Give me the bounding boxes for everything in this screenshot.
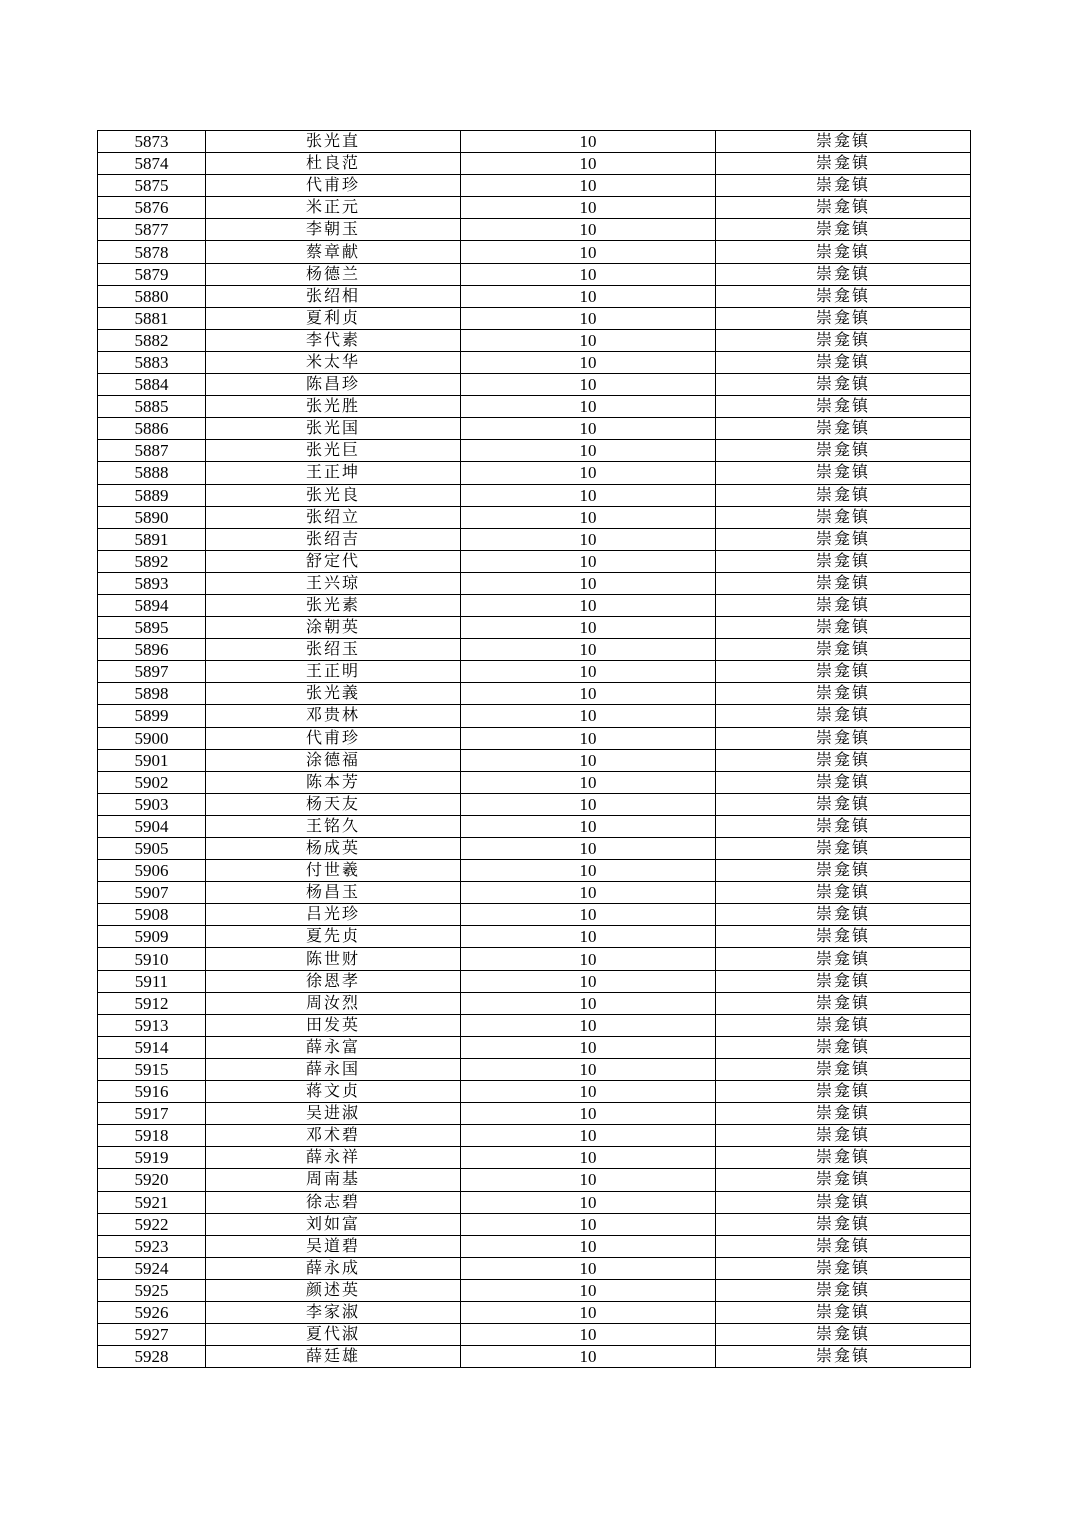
amount-cell: 10 [461,484,716,506]
town-cell: 崇龛镇 [716,815,971,837]
name-cell: 张光胜 [206,396,461,418]
town-cell: 崇龛镇 [716,329,971,351]
name-cell: 杨成英 [206,838,461,860]
town-cell: 崇龛镇 [716,838,971,860]
row-number-cell: 5899 [98,705,206,727]
table-row [98,197,971,219]
town-cell: 崇龛镇 [716,904,971,926]
town-cell: 崇龛镇 [716,307,971,329]
row-number-cell: 5915 [98,1058,206,1080]
row-number-cell: 5919 [98,1147,206,1169]
row-number-cell: 5878 [98,241,206,263]
town-cell: 崇龛镇 [716,860,971,882]
town-cell: 崇龛镇 [716,263,971,285]
row-number-cell: 5925 [98,1279,206,1301]
name-cell: 王铭久 [206,815,461,837]
name-cell: 邓贵林 [206,705,461,727]
name-cell: 刘如富 [206,1213,461,1235]
row-number-cell: 5894 [98,594,206,616]
town-cell: 崇龛镇 [716,351,971,373]
amount-cell: 10 [461,572,716,594]
row-number-cell: 5885 [98,396,206,418]
table-row [98,1058,971,1080]
row-number-cell: 5908 [98,904,206,926]
table-row [98,440,971,462]
row-number-cell: 5911 [98,970,206,992]
amount-cell: 10 [461,1301,716,1323]
amount-cell: 10 [461,1346,716,1368]
row-number-cell: 5880 [98,285,206,307]
town-cell: 崇龛镇 [716,374,971,396]
amount-cell: 10 [461,948,716,970]
name-cell: 夏先贞 [206,926,461,948]
amount-cell: 10 [461,793,716,815]
amount-cell: 10 [461,506,716,528]
name-cell: 代甫珍 [206,727,461,749]
row-number-cell: 5906 [98,860,206,882]
name-cell: 舒定代 [206,550,461,572]
amount-cell: 10 [461,661,716,683]
row-number-cell: 5917 [98,1103,206,1125]
name-cell: 张绍玉 [206,639,461,661]
amount-cell: 10 [461,1036,716,1058]
table-row [98,131,971,153]
town-cell: 崇龛镇 [716,131,971,153]
town-cell: 崇龛镇 [716,1257,971,1279]
amount-cell: 10 [461,594,716,616]
town-cell: 崇龛镇 [716,617,971,639]
amount-cell: 10 [461,1324,716,1346]
amount-cell: 10 [461,374,716,396]
table-row [98,285,971,307]
row-number-cell: 5882 [98,329,206,351]
table-row [98,948,971,970]
row-number-cell: 5901 [98,749,206,771]
table-row [98,683,971,705]
table-row [98,1125,971,1147]
amount-cell: 10 [461,1014,716,1036]
name-cell: 陈昌珍 [206,374,461,396]
row-number-cell: 5909 [98,926,206,948]
row-number-cell: 5883 [98,351,206,373]
table-row [98,1014,971,1036]
row-number-cell: 5887 [98,440,206,462]
table-row [98,1213,971,1235]
name-cell: 田发英 [206,1014,461,1036]
table-row [98,1036,971,1058]
row-number-cell: 5874 [98,153,206,175]
amount-cell: 10 [461,926,716,948]
table-row [98,749,971,771]
row-number-cell: 5923 [98,1235,206,1257]
table-row [98,1191,971,1213]
name-cell: 涂德福 [206,749,461,771]
amount-cell: 10 [461,263,716,285]
name-cell: 杜良范 [206,153,461,175]
name-cell: 徐志碧 [206,1191,461,1213]
town-cell: 崇龛镇 [716,462,971,484]
amount-cell: 10 [461,1081,716,1103]
town-cell: 崇龛镇 [716,1081,971,1103]
amount-cell: 10 [461,992,716,1014]
row-number-cell: 5890 [98,506,206,528]
name-cell: 李朝玉 [206,219,461,241]
name-cell: 吕光珍 [206,904,461,926]
amount-cell: 10 [461,329,716,351]
table-row [98,992,971,1014]
row-number-cell: 5881 [98,307,206,329]
row-number-cell: 5877 [98,219,206,241]
table-row [98,1279,971,1301]
row-number-cell: 5895 [98,617,206,639]
name-cell: 张绍相 [206,285,461,307]
town-cell: 崇龛镇 [716,1301,971,1323]
amount-cell: 10 [461,197,716,219]
table-row [98,550,971,572]
amount-cell: 10 [461,1058,716,1080]
town-cell: 崇龛镇 [716,1346,971,1368]
town-cell: 崇龛镇 [716,926,971,948]
table-row [98,175,971,197]
town-cell: 崇龛镇 [716,793,971,815]
town-cell: 崇龛镇 [716,1036,971,1058]
name-cell: 李代素 [206,329,461,351]
name-cell: 张光国 [206,418,461,440]
table-row [98,153,971,175]
row-number-cell: 5927 [98,1324,206,1346]
town-cell: 崇龛镇 [716,771,971,793]
town-cell: 崇龛镇 [716,1324,971,1346]
table-row [98,1235,971,1257]
row-number-cell: 5918 [98,1125,206,1147]
town-cell: 崇龛镇 [716,992,971,1014]
amount-cell: 10 [461,462,716,484]
row-number-cell: 5898 [98,683,206,705]
row-number-cell: 5916 [98,1081,206,1103]
table-row [98,1346,971,1368]
table-row [98,705,971,727]
name-cell: 张光直 [206,131,461,153]
amount-cell: 10 [461,639,716,661]
table-row [98,484,971,506]
name-cell: 王正坤 [206,462,461,484]
table-row [98,241,971,263]
table-row [98,860,971,882]
row-number-cell: 5892 [98,550,206,572]
town-cell: 崇龛镇 [716,506,971,528]
table-row [98,904,971,926]
amount-cell: 10 [461,860,716,882]
town-cell: 崇龛镇 [716,219,971,241]
table-row [98,462,971,484]
table-row [98,329,971,351]
name-cell: 张光素 [206,594,461,616]
table-row [98,506,971,528]
name-cell: 薛永成 [206,1257,461,1279]
town-cell: 崇龛镇 [716,285,971,307]
row-number-cell: 5888 [98,462,206,484]
name-cell: 徐恩孝 [206,970,461,992]
table-row [98,1147,971,1169]
row-number-cell: 5914 [98,1036,206,1058]
name-cell: 杨昌玉 [206,882,461,904]
town-cell: 崇龛镇 [716,484,971,506]
town-cell: 崇龛镇 [716,1213,971,1235]
amount-cell: 10 [461,771,716,793]
town-cell: 崇龛镇 [716,683,971,705]
amount-cell: 10 [461,882,716,904]
row-number-cell: 5910 [98,948,206,970]
row-number-cell: 5875 [98,175,206,197]
row-number-cell: 5902 [98,771,206,793]
amount-cell: 10 [461,1213,716,1235]
name-cell: 周南基 [206,1169,461,1191]
town-cell: 崇龛镇 [716,175,971,197]
town-cell: 崇龛镇 [716,396,971,418]
amount-cell: 10 [461,351,716,373]
town-cell: 崇龛镇 [716,550,971,572]
row-number-cell: 5876 [98,197,206,219]
town-cell: 崇龛镇 [716,948,971,970]
name-cell: 颜述英 [206,1279,461,1301]
table-row [98,617,971,639]
amount-cell: 10 [461,307,716,329]
name-cell: 米太华 [206,351,461,373]
name-cell: 夏利贞 [206,307,461,329]
town-cell: 崇龛镇 [716,661,971,683]
amount-cell: 10 [461,153,716,175]
town-cell: 崇龛镇 [716,528,971,550]
amount-cell: 10 [461,838,716,860]
name-cell: 吴道碧 [206,1235,461,1257]
name-cell: 杨德兰 [206,263,461,285]
row-number-cell: 5907 [98,882,206,904]
amount-cell: 10 [461,1279,716,1301]
town-cell: 崇龛镇 [716,882,971,904]
name-cell: 李家淑 [206,1301,461,1323]
table-row [98,793,971,815]
town-cell: 崇龛镇 [716,1014,971,1036]
town-cell: 崇龛镇 [716,418,971,440]
name-cell: 吴进淑 [206,1103,461,1125]
row-number-cell: 5891 [98,528,206,550]
amount-cell: 10 [461,528,716,550]
name-cell: 张光巨 [206,440,461,462]
table-row [98,374,971,396]
town-cell: 崇龛镇 [716,572,971,594]
name-cell: 薛永国 [206,1058,461,1080]
name-cell: 张绍吉 [206,528,461,550]
table-row [98,351,971,373]
amount-cell: 10 [461,727,716,749]
name-cell: 邓术碧 [206,1125,461,1147]
town-cell: 崇龛镇 [716,1235,971,1257]
name-cell: 张光義 [206,683,461,705]
row-number-cell: 5926 [98,1301,206,1323]
town-cell: 崇龛镇 [716,705,971,727]
row-number-cell: 5903 [98,793,206,815]
table-row [98,639,971,661]
amount-cell: 10 [461,749,716,771]
name-cell: 张光良 [206,484,461,506]
name-cell: 薛廷雄 [206,1346,461,1368]
name-cell: 蔡章献 [206,241,461,263]
town-cell: 崇龛镇 [716,1125,971,1147]
roster-table [97,130,971,1368]
town-cell: 崇龛镇 [716,727,971,749]
town-cell: 崇龛镇 [716,1169,971,1191]
amount-cell: 10 [461,1125,716,1147]
row-number-cell: 5924 [98,1257,206,1279]
row-number-cell: 5928 [98,1346,206,1368]
row-number-cell: 5873 [98,131,206,153]
name-cell: 代甫珍 [206,175,461,197]
row-number-cell: 5879 [98,263,206,285]
row-number-cell: 5905 [98,838,206,860]
roster-body [98,131,971,1368]
table-row [98,1169,971,1191]
row-number-cell: 5884 [98,374,206,396]
table-row [98,528,971,550]
table-row [98,661,971,683]
table-row [98,594,971,616]
amount-cell: 10 [461,1191,716,1213]
row-number-cell: 5912 [98,992,206,1014]
row-number-cell: 5921 [98,1191,206,1213]
name-cell: 周汝烈 [206,992,461,1014]
amount-cell: 10 [461,131,716,153]
table-row [98,1257,971,1279]
amount-cell: 10 [461,219,716,241]
table-row [98,1103,971,1125]
name-cell: 杨天友 [206,793,461,815]
amount-cell: 10 [461,1147,716,1169]
name-cell: 付世羲 [206,860,461,882]
town-cell: 崇龛镇 [716,970,971,992]
table-row [98,418,971,440]
amount-cell: 10 [461,285,716,307]
name-cell: 蒋文贞 [206,1081,461,1103]
table-row [98,882,971,904]
town-cell: 崇龛镇 [716,153,971,175]
table-row [98,396,971,418]
table-row [98,1301,971,1323]
table-row [98,1324,971,1346]
town-cell: 崇龛镇 [716,1147,971,1169]
amount-cell: 10 [461,683,716,705]
row-number-cell: 5896 [98,639,206,661]
table-row [98,970,971,992]
table-row [98,307,971,329]
table-row [98,771,971,793]
row-number-cell: 5897 [98,661,206,683]
amount-cell: 10 [461,970,716,992]
table-row [98,1081,971,1103]
name-cell: 薛永富 [206,1036,461,1058]
name-cell: 王正明 [206,661,461,683]
name-cell: 米正元 [206,197,461,219]
name-cell: 夏代淑 [206,1324,461,1346]
town-cell: 崇龛镇 [716,1279,971,1301]
town-cell: 崇龛镇 [716,1191,971,1213]
name-cell: 薛永祥 [206,1147,461,1169]
table-row [98,838,971,860]
amount-cell: 10 [461,396,716,418]
table-row [98,926,971,948]
amount-cell: 10 [461,815,716,837]
town-cell: 崇龛镇 [716,1103,971,1125]
amount-cell: 10 [461,1169,716,1191]
name-cell: 陈世财 [206,948,461,970]
town-cell: 崇龛镇 [716,440,971,462]
row-number-cell: 5886 [98,418,206,440]
amount-cell: 10 [461,1235,716,1257]
table-row [98,219,971,241]
row-number-cell: 5889 [98,484,206,506]
town-cell: 崇龛镇 [716,1058,971,1080]
amount-cell: 10 [461,440,716,462]
name-cell: 张绍立 [206,506,461,528]
name-cell: 涂朝英 [206,617,461,639]
amount-cell: 10 [461,1103,716,1125]
row-number-cell: 5900 [98,727,206,749]
town-cell: 崇龛镇 [716,749,971,771]
amount-cell: 10 [461,241,716,263]
town-cell: 崇龛镇 [716,594,971,616]
row-number-cell: 5913 [98,1014,206,1036]
amount-cell: 10 [461,617,716,639]
row-number-cell: 5922 [98,1213,206,1235]
amount-cell: 10 [461,418,716,440]
town-cell: 崇龛镇 [716,639,971,661]
row-number-cell: 5904 [98,815,206,837]
row-number-cell: 5920 [98,1169,206,1191]
town-cell: 崇龛镇 [716,197,971,219]
row-number-cell: 5893 [98,572,206,594]
name-cell: 王兴琼 [206,572,461,594]
town-cell: 崇龛镇 [716,241,971,263]
table-row [98,727,971,749]
amount-cell: 10 [461,705,716,727]
table-row [98,263,971,285]
amount-cell: 10 [461,550,716,572]
amount-cell: 10 [461,175,716,197]
table-row [98,572,971,594]
name-cell: 陈本芳 [206,771,461,793]
table-row [98,815,971,837]
amount-cell: 10 [461,1257,716,1279]
amount-cell: 10 [461,904,716,926]
